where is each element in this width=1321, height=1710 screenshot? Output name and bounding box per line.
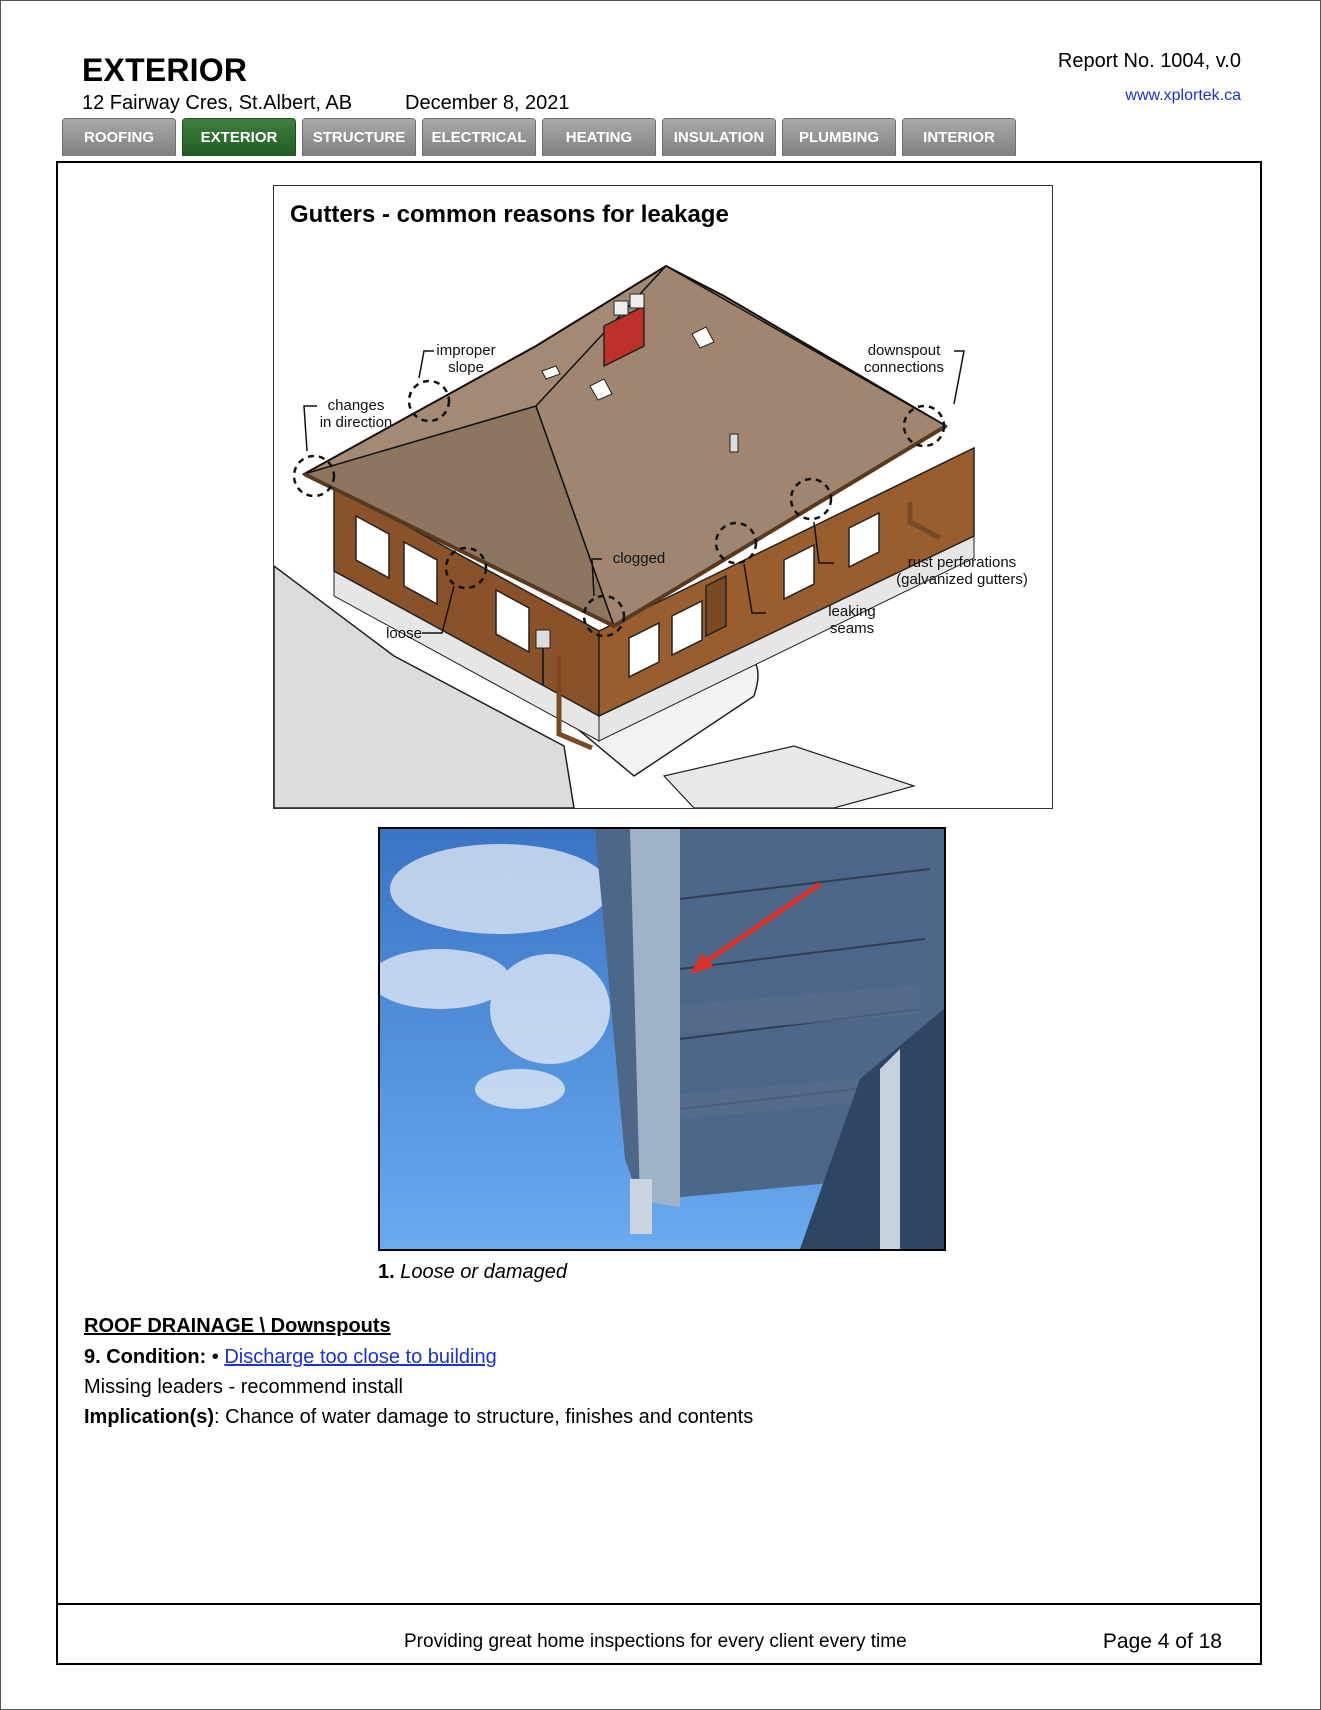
condition-link[interactable]: Discharge too close to building (224, 1346, 497, 1368)
label-downspout-connections: downspout (867, 342, 941, 359)
implication-label: Implication(s) (84, 1406, 215, 1428)
page-number: Page 4 of 18 (1102, 1630, 1222, 1653)
report-content (56, 161, 1262, 1665)
label-leaking-seams-2: seams (829, 620, 875, 637)
label-loose: loose (386, 625, 422, 642)
section-heading: ROOF DRAINAGE \ Downspouts (84, 1315, 391, 1337)
implication-text: : Chance of water damage to structure, finishes and contents (214, 1406, 754, 1428)
footer-divider (58, 1603, 1260, 1605)
label-improper-slope: improper (436, 342, 496, 359)
website-link[interactable]: www.xplortek.ca (1125, 87, 1241, 104)
label-changes-direction-2: in direction (319, 414, 393, 431)
page-title: EXTERIOR (82, 52, 248, 88)
gutter-photo (378, 827, 946, 1251)
tab-electrical[interactable]: ELECTRICAL (422, 118, 536, 156)
footer-tagline: Providing great home inspections for every client every time (404, 1631, 907, 1652)
condition-note: Missing leaders - recommend install (84, 1376, 404, 1398)
label-rust-perforations-2: (galvanized gutters) (896, 571, 1028, 588)
tab-interior[interactable]: INTERIOR (902, 118, 1016, 156)
tab-plumbing[interactable]: PLUMBING (782, 118, 896, 156)
implication-line (84, 1406, 753, 1429)
tab-structure[interactable]: STRUCTURE (302, 118, 416, 156)
label-downspout-connections-2: connections (863, 359, 945, 376)
tab-exterior[interactable]: EXTERIOR (182, 118, 296, 156)
property-address: 12 Fairway Cres, St.Albert, AB (82, 92, 353, 114)
label-improper-slope-2: slope (448, 359, 484, 376)
label-clogged: clogged (612, 550, 666, 567)
caption-text: Loose or damaged (400, 1261, 568, 1283)
tab-roofing[interactable]: ROOFING (62, 118, 176, 156)
condition-label: 9. Condition: (84, 1346, 207, 1368)
section-tabs (62, 118, 1022, 158)
tab-heating[interactable]: HEATING (542, 118, 656, 156)
tab-insulation[interactable]: INSULATION (662, 118, 776, 156)
diagram-title: Gutters - common reasons for leakage (290, 201, 729, 228)
label-leaking-seams: leaking (828, 603, 876, 620)
condition-line (84, 1346, 497, 1369)
label-rust-perforations: rust perforations (907, 554, 1017, 571)
report-date: December 8, 2021 (405, 92, 570, 114)
label-changes-direction: changes (327, 397, 385, 414)
bullet: • (211, 1346, 219, 1368)
gutter-leakage-diagram (273, 185, 1053, 809)
caption-number: 1. (378, 1261, 395, 1283)
report-number: Report No. 1004, v.0 (1057, 50, 1241, 72)
photo-caption (378, 1261, 567, 1284)
